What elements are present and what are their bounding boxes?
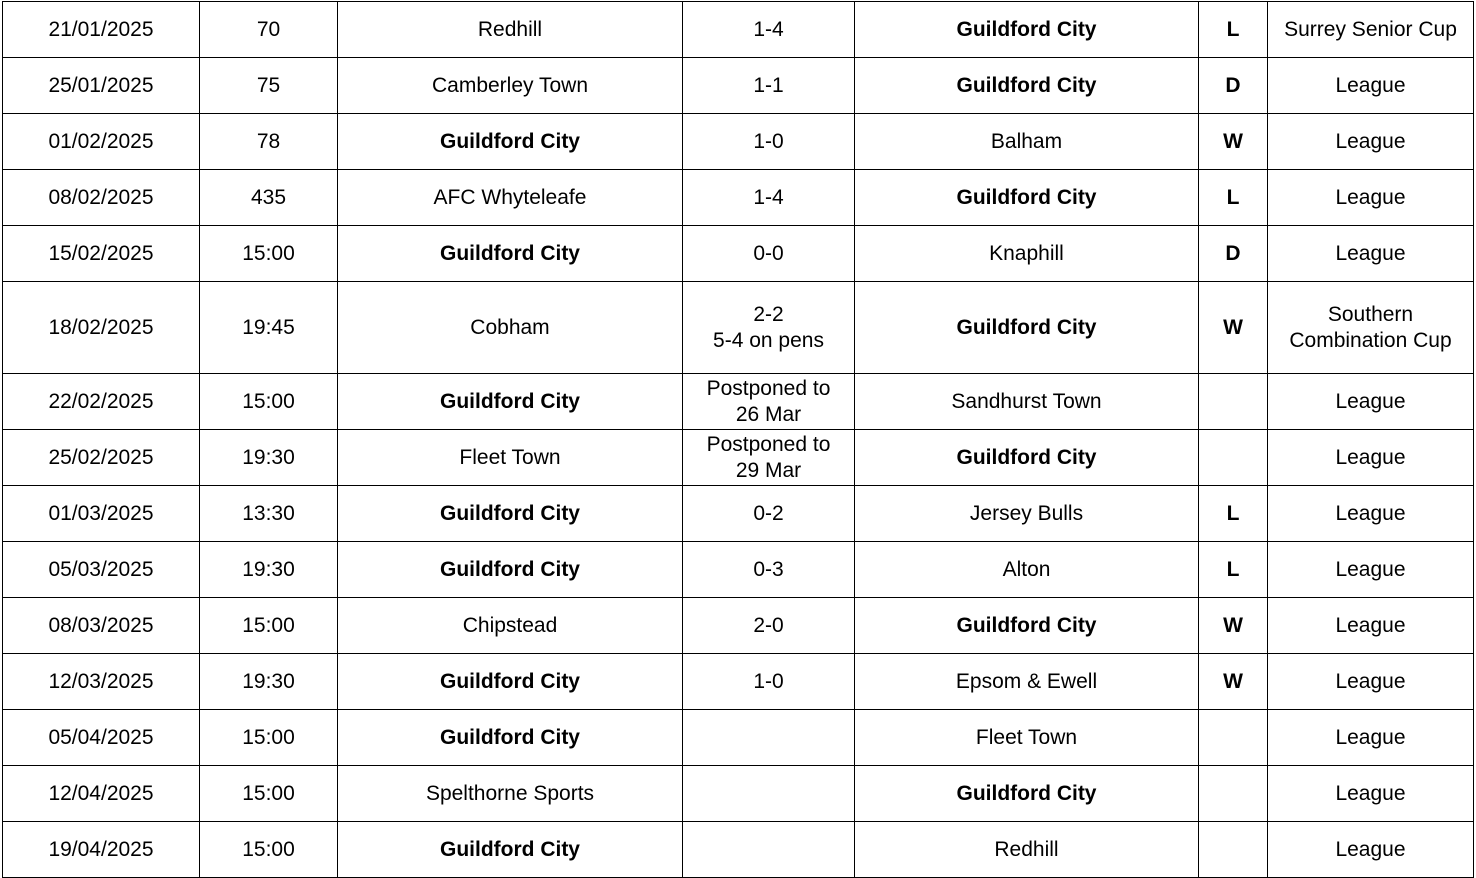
competition-cell xyxy=(1268,430,1474,486)
table-row xyxy=(3,282,1474,374)
away-team-cell: Sandhurst Town xyxy=(855,374,1199,430)
table-row xyxy=(3,486,1474,542)
time-cell: 78 xyxy=(200,114,338,170)
score-line: 29 Mar xyxy=(735,458,802,482)
table-row xyxy=(3,542,1474,598)
table-row xyxy=(3,430,1474,486)
competition-cell xyxy=(1268,226,1474,282)
date-cell: 18/02/2025 xyxy=(3,282,200,374)
home-team-cell: Camberley Town xyxy=(338,58,683,114)
table-row xyxy=(3,170,1474,226)
result-cell: L xyxy=(1199,2,1268,58)
competition-line: League xyxy=(1335,613,1406,637)
result-cell: W xyxy=(1199,114,1268,170)
result-cell: L xyxy=(1199,542,1268,598)
result-cell: W xyxy=(1199,282,1268,374)
table-row xyxy=(3,58,1474,114)
time-cell: 15:00 xyxy=(200,598,338,654)
result-cell xyxy=(1199,766,1268,822)
date-cell: 05/04/2025 xyxy=(3,710,200,766)
score-line: 1-1 xyxy=(753,73,784,97)
home-team-cell: Guildford City xyxy=(338,542,683,598)
home-team-cell: AFC Whyteleafe xyxy=(338,170,683,226)
result-cell xyxy=(1199,822,1268,878)
date-cell: 25/01/2025 xyxy=(3,58,200,114)
date-cell: 05/03/2025 xyxy=(3,542,200,598)
score-cell xyxy=(683,486,855,542)
table-row xyxy=(3,114,1474,170)
score-cell xyxy=(683,766,855,822)
competition-line: League xyxy=(1335,185,1406,209)
result-cell: W xyxy=(1199,654,1268,710)
home-team-cell: Guildford City xyxy=(338,114,683,170)
away-team-cell: Guildford City xyxy=(855,430,1199,486)
away-team-cell: Guildford City xyxy=(855,2,1199,58)
competition-line: League xyxy=(1335,669,1406,693)
result-cell xyxy=(1199,430,1268,486)
away-team-cell: Epsom & Ewell xyxy=(855,654,1199,710)
result-cell: D xyxy=(1199,226,1268,282)
competition-cell xyxy=(1268,114,1474,170)
date-cell: 21/01/2025 xyxy=(3,2,200,58)
time-cell: 15:00 xyxy=(200,226,338,282)
home-team-cell: Guildford City xyxy=(338,226,683,282)
date-cell: 01/03/2025 xyxy=(3,486,200,542)
score-cell xyxy=(683,542,855,598)
score-cell xyxy=(683,598,855,654)
date-cell: 19/04/2025 xyxy=(3,822,200,878)
home-team-cell: Chipstead xyxy=(338,598,683,654)
away-team-cell: Guildford City xyxy=(855,766,1199,822)
time-cell: 15:00 xyxy=(200,710,338,766)
competition-line: League xyxy=(1335,73,1406,97)
time-cell: 435 xyxy=(200,170,338,226)
result-cell: L xyxy=(1199,170,1268,226)
score-cell xyxy=(683,282,855,374)
competition-line: League xyxy=(1335,445,1406,469)
date-cell: 01/02/2025 xyxy=(3,114,200,170)
home-team-cell: Guildford City xyxy=(338,654,683,710)
away-team-cell: Balham xyxy=(855,114,1199,170)
competition-cell xyxy=(1268,710,1474,766)
score-cell xyxy=(683,430,855,486)
competition-line: League xyxy=(1335,837,1406,861)
score-cell xyxy=(683,710,855,766)
competition-line: League xyxy=(1335,241,1406,265)
score-cell xyxy=(683,114,855,170)
away-team-cell: Guildford City xyxy=(855,598,1199,654)
result-cell: W xyxy=(1199,598,1268,654)
away-team-cell: Knaphill xyxy=(855,226,1199,282)
score-cell xyxy=(683,654,855,710)
competition-line: Southern xyxy=(1327,302,1414,326)
time-cell: 13:30 xyxy=(200,486,338,542)
date-cell: 22/02/2025 xyxy=(3,374,200,430)
away-team-cell: Alton xyxy=(855,542,1199,598)
fixtures-table xyxy=(2,1,1474,878)
result-cell: L xyxy=(1199,486,1268,542)
competition-line: League xyxy=(1335,501,1406,525)
time-cell: 75 xyxy=(200,58,338,114)
score-cell xyxy=(683,226,855,282)
time-cell: 15:00 xyxy=(200,766,338,822)
away-team-cell: Fleet Town xyxy=(855,710,1199,766)
time-cell: 19:45 xyxy=(200,282,338,374)
result-cell: D xyxy=(1199,58,1268,114)
score-cell xyxy=(683,374,855,430)
table-row xyxy=(3,710,1474,766)
away-team-cell: Jersey Bulls xyxy=(855,486,1199,542)
home-team-cell: Fleet Town xyxy=(338,430,683,486)
competition-line: League xyxy=(1335,781,1406,805)
table-row xyxy=(3,598,1474,654)
away-team-cell: Guildford City xyxy=(855,282,1199,374)
competition-cell xyxy=(1268,766,1474,822)
score-line: 1-4 xyxy=(753,185,784,209)
score-cell xyxy=(683,170,855,226)
date-cell: 15/02/2025 xyxy=(3,226,200,282)
table-row xyxy=(3,654,1474,710)
score-line: 2-0 xyxy=(753,613,784,637)
home-team-cell: Redhill xyxy=(338,2,683,58)
competition-line: Combination Cup xyxy=(1289,328,1452,352)
home-team-cell: Guildford City xyxy=(338,710,683,766)
competition-cell xyxy=(1268,822,1474,878)
time-cell: 15:00 xyxy=(200,822,338,878)
date-cell: 25/02/2025 xyxy=(3,430,200,486)
score-line: 2-2 xyxy=(753,302,784,326)
away-team-cell: Guildford City xyxy=(855,170,1199,226)
home-team-cell: Cobham xyxy=(338,282,683,374)
score-line: Postponed to xyxy=(706,432,831,456)
away-team-cell: Guildford City xyxy=(855,58,1199,114)
fixtures-body xyxy=(3,2,1474,878)
competition-line: League xyxy=(1335,389,1406,413)
table-row xyxy=(3,2,1474,58)
date-cell: 12/04/2025 xyxy=(3,766,200,822)
score-cell xyxy=(683,822,855,878)
time-cell: 19:30 xyxy=(200,542,338,598)
competition-cell xyxy=(1268,542,1474,598)
date-cell: 08/03/2025 xyxy=(3,598,200,654)
home-team-cell: Guildford City xyxy=(338,486,683,542)
time-cell: 19:30 xyxy=(200,430,338,486)
time-cell: 70 xyxy=(200,2,338,58)
competition-cell xyxy=(1268,486,1474,542)
competition-cell xyxy=(1268,282,1474,374)
date-cell: 12/03/2025 xyxy=(3,654,200,710)
competition-line: League xyxy=(1335,129,1406,153)
score-line: 1-0 xyxy=(753,129,784,153)
result-cell xyxy=(1199,710,1268,766)
competition-cell xyxy=(1268,58,1474,114)
competition-cell xyxy=(1268,598,1474,654)
score-line: 1-4 xyxy=(753,17,784,41)
time-cell: 15:00 xyxy=(200,374,338,430)
competition-cell xyxy=(1268,2,1474,58)
home-team-cell: Guildford City xyxy=(338,822,683,878)
score-cell xyxy=(683,2,855,58)
result-cell xyxy=(1199,374,1268,430)
score-cell xyxy=(683,58,855,114)
table-row xyxy=(3,226,1474,282)
score-line: 0-0 xyxy=(753,241,784,265)
score-line: 5-4 on pens xyxy=(713,328,824,352)
home-team-cell: Spelthorne Sports xyxy=(338,766,683,822)
competition-cell xyxy=(1268,374,1474,430)
score-line: 0-3 xyxy=(753,557,784,581)
score-line: Postponed to xyxy=(706,376,831,400)
table-row xyxy=(3,374,1474,430)
competition-cell xyxy=(1268,170,1474,226)
date-cell: 08/02/2025 xyxy=(3,170,200,226)
competition-line: League xyxy=(1335,725,1406,749)
score-line: 0-2 xyxy=(753,501,784,525)
score-line: 26 Mar xyxy=(735,402,802,426)
table-row xyxy=(3,766,1474,822)
time-cell: 19:30 xyxy=(200,654,338,710)
competition-line: Surrey Senior Cup xyxy=(1284,17,1457,41)
home-team-cell: Guildford City xyxy=(338,374,683,430)
competition-cell xyxy=(1268,654,1474,710)
competition-line: League xyxy=(1335,557,1406,581)
table-row xyxy=(3,822,1474,878)
away-team-cell: Redhill xyxy=(855,822,1199,878)
score-line: 1-0 xyxy=(753,669,784,693)
